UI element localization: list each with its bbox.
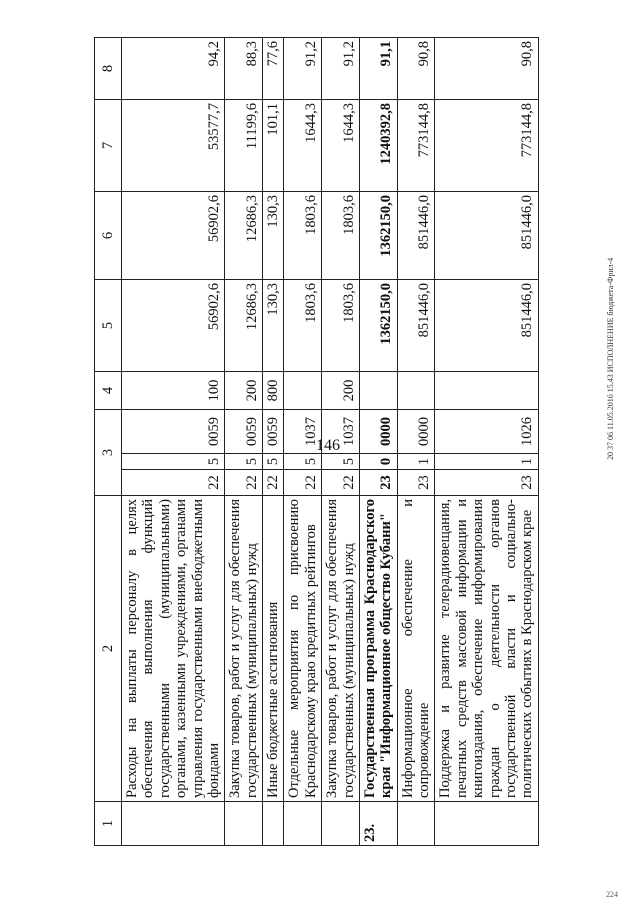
approved-amount: 851446,0: [435, 280, 538, 372]
code-expense-type: [397, 372, 435, 410]
table-row: [397, 38, 435, 846]
page-number: 146: [316, 437, 340, 454]
code-direction: 0000: [359, 410, 397, 454]
row-number: [435, 802, 538, 846]
row-name: Информационное обеспечение и сопровождение: [397, 496, 435, 802]
execution-percent: 94,2: [122, 38, 225, 100]
code-direction: 0059: [122, 410, 225, 454]
row-name: Поддержка и развитие телерадиовещания, печатных средств массовой информации и книгоиздания, обеспечение информирования граждан о деятельности органов государственной власти и социально-политических событиях в Краснодарском крае: [435, 496, 538, 802]
executed-amount: 773144,8: [397, 100, 435, 192]
code-direction: 1037: [284, 410, 322, 454]
row-name: Закупка товаров, работ и услуг для обеспечения государственных (муниципальных) нужд: [225, 496, 263, 802]
refined-amount: 12686,3: [225, 192, 263, 280]
row-name: Иные бюджетные ассигнования: [263, 496, 284, 802]
code-expense-type: [359, 372, 397, 410]
code-program: 22: [225, 470, 263, 496]
approved-amount: 1803,6: [322, 280, 360, 372]
header-col-4: 4: [95, 372, 122, 410]
row-name: Закупка товаров, работ и услуг для обеспечения государственных (муниципальных) нужд: [322, 496, 360, 802]
code-direction: 0059: [263, 410, 284, 454]
execution-percent: 91,1: [359, 38, 397, 100]
execution-percent: 91,2: [284, 38, 322, 100]
row-number: [122, 802, 225, 846]
code-program: 22: [284, 470, 322, 496]
code-subprogram: 5: [263, 454, 284, 470]
code-subprogram: 5: [122, 454, 225, 470]
code-program: 23: [397, 470, 435, 496]
code-expense-type: 800: [263, 372, 284, 410]
row-name: Государственная программа Краснодарского края "Информационное общество Кубани": [359, 496, 397, 802]
execution-percent: 90,8: [397, 38, 435, 100]
corner-mark: 224: [606, 890, 618, 899]
table-row-program: [359, 38, 397, 846]
row-number: [263, 802, 284, 846]
code-program: 23: [359, 470, 397, 496]
row-number: 23.: [359, 802, 397, 846]
row-number: [322, 802, 360, 846]
refined-amount: 1362150,0: [359, 192, 397, 280]
header-col-8: 8: [95, 38, 122, 100]
approved-amount: 1803,6: [284, 280, 322, 372]
header-col-7: 7: [95, 100, 122, 192]
table-row: [225, 38, 263, 846]
code-direction: 1037: [322, 410, 360, 454]
table-row: [263, 38, 284, 846]
code-program: 22: [322, 470, 360, 496]
code-direction: 1026: [435, 410, 538, 454]
header-col-5: 5: [95, 280, 122, 372]
table-row: [435, 38, 538, 846]
refined-amount: 130,3: [263, 192, 284, 280]
table-row: [122, 38, 225, 846]
code-program: 22: [122, 470, 225, 496]
row-name: Расходы на выплаты персоналу в целях обеспечения выполнения функций государственными (муниципальными) органами, казенными учреждениями, органами управления государственными внебюджетными фондами: [122, 496, 225, 802]
row-number: [284, 802, 322, 846]
refined-amount: 851446,0: [397, 192, 435, 280]
footer-file-reference: 20 37 06 11.05.2016 15.43 ИСПОЛНЕНИЕ бюджета-Фрил-4: [606, 257, 615, 460]
execution-percent: 88,3: [225, 38, 263, 100]
header-col-1: 1: [95, 802, 122, 846]
budget-table: [94, 37, 539, 846]
code-expense-type: 200: [225, 372, 263, 410]
code-subprogram: 1: [397, 454, 435, 470]
code-expense-type: [435, 372, 538, 410]
header-col-2: 2: [95, 496, 122, 802]
code-expense-type: 200: [322, 372, 360, 410]
row-name: Отдельные мероприятия по присвоению Краснодарскому краю кредитных рейтингов: [284, 496, 322, 802]
code-direction: 0059: [225, 410, 263, 454]
row-number: [225, 802, 263, 846]
code-program: 22: [263, 470, 284, 496]
code-subprogram: 5: [284, 454, 322, 470]
executed-amount: 1644,3: [284, 100, 322, 192]
code-direction: 0000: [397, 410, 435, 454]
refined-amount: 56902,6: [122, 192, 225, 280]
header-col-3: 3: [95, 410, 122, 496]
code-program: 23: [435, 470, 538, 496]
executed-amount: 1644,3: [322, 100, 360, 192]
code-subprogram: 5: [225, 454, 263, 470]
executed-amount: 11199,6: [225, 100, 263, 192]
code-subprogram: 0: [359, 454, 397, 470]
code-subprogram: 5: [322, 454, 360, 470]
approved-amount: 56902,6: [122, 280, 225, 372]
executed-amount: 773144,8: [435, 100, 538, 192]
refined-amount: 851446,0: [435, 192, 538, 280]
code-expense-type: 100: [122, 372, 225, 410]
table-row: [284, 38, 322, 846]
execution-percent: 91,2: [322, 38, 360, 100]
code-expense-type: [284, 372, 322, 410]
execution-percent: 77,6: [263, 38, 284, 100]
approved-amount: 130,3: [263, 280, 284, 372]
refined-amount: 1803,6: [284, 192, 322, 280]
row-number: [397, 802, 435, 846]
execution-percent: 90,8: [435, 38, 538, 100]
executed-amount: 1240392,8: [359, 100, 397, 192]
budget-table-rotated: [94, 38, 590, 846]
header-col-6: 6: [95, 192, 122, 280]
approved-amount: 1362150,0: [359, 280, 397, 372]
refined-amount: 1803,6: [322, 192, 360, 280]
executed-amount: 53577,7: [122, 100, 225, 192]
approved-amount: 851446,0: [397, 280, 435, 372]
code-subprogram: 1: [435, 454, 538, 470]
table-header-row: [95, 38, 122, 846]
approved-amount: 12686,3: [225, 280, 263, 372]
executed-amount: 101,1: [263, 100, 284, 192]
table-row: [322, 38, 360, 846]
